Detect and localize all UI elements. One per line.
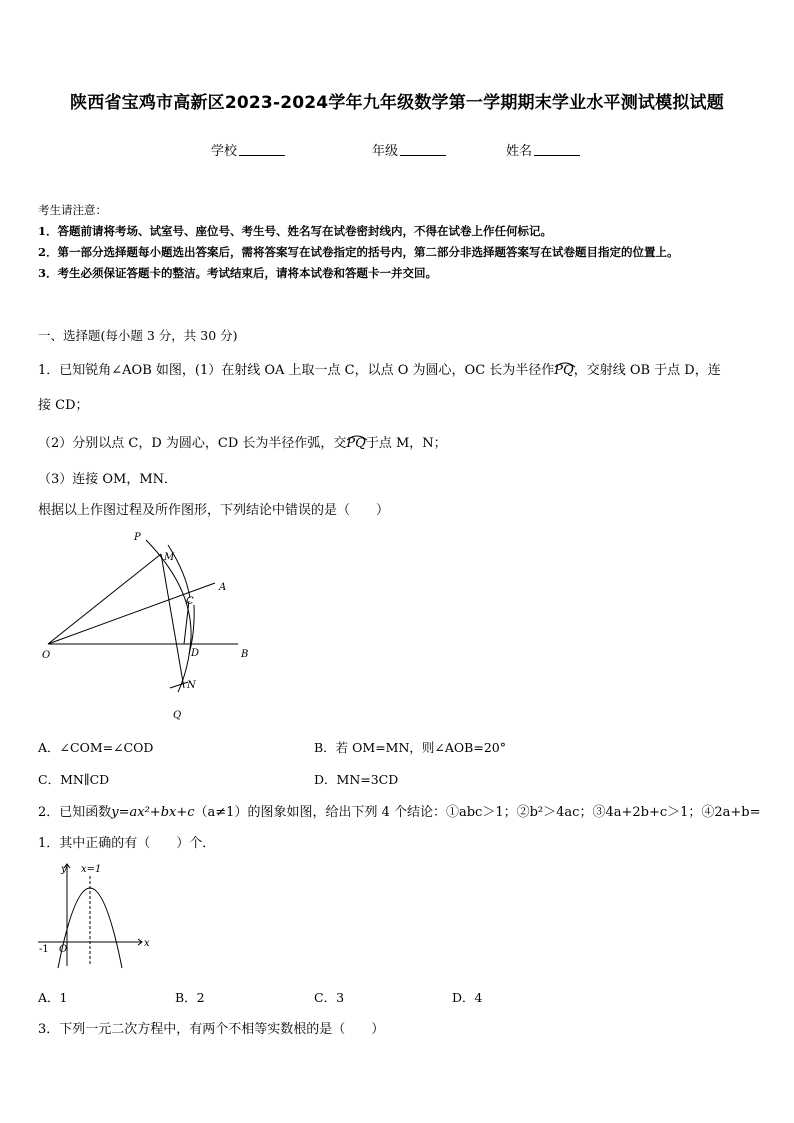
school-label: 学校 xyxy=(211,144,238,159)
notice-item: 3．考生必须保证答题卡的整洁。考试结束后，请将本试卷和答题卡一并交回。 xyxy=(38,266,437,280)
grade-label: 年级 xyxy=(372,144,399,159)
q1-line2: 接 CD； xyxy=(38,398,89,413)
label-neg1: -1 xyxy=(39,944,49,955)
label-d: D xyxy=(191,648,200,659)
q1-option-d: D．MN=3CD xyxy=(314,772,399,787)
name-field xyxy=(506,140,580,159)
label-n: N xyxy=(187,680,196,691)
q2-option-b: B．2 xyxy=(175,990,205,1005)
grade-blank xyxy=(400,143,446,156)
label-p: P xyxy=(134,532,141,543)
q1-option-c: C．MN∥CD xyxy=(38,772,110,787)
arc-pq-label: PQ xyxy=(554,363,573,378)
arc-mark-icon xyxy=(346,433,368,441)
page-title: 陕西省宝鸡市高新区2023-2024学年九年级数学第一学期期末学业水平测试模拟试题 xyxy=(70,93,724,113)
q1-option-b: B．若 OM=MN，则∠AOB=20° xyxy=(314,740,506,755)
notice-item: 1．答题前请将考场、试室号、座位号、考生号、姓名写在试卷密封线内，不得在试卷上作任何标记。 xyxy=(38,224,552,238)
label-axis-eq: x=1 xyxy=(81,864,102,875)
segment-om xyxy=(48,554,161,644)
q1-line4: （3）连接 OM，MN． xyxy=(38,472,178,487)
label-b: B xyxy=(241,649,249,660)
notice-heading: 考生请注意： xyxy=(38,203,107,217)
school-field xyxy=(211,140,285,159)
label-m: M xyxy=(164,552,175,563)
q1-option-a: A．∠COM=∠COD xyxy=(38,740,154,755)
q2-option-c: C．3 xyxy=(314,990,345,1005)
label-origin: O xyxy=(59,944,68,955)
label-q: Q xyxy=(173,710,182,721)
label-x: x xyxy=(144,938,150,949)
label-y: y xyxy=(61,864,67,875)
name-blank xyxy=(534,143,580,156)
arc-mark-n xyxy=(170,682,188,688)
arc-mark-icon xyxy=(554,360,576,368)
segment-cd xyxy=(184,601,189,644)
q2-option-d: D．4 xyxy=(452,990,483,1005)
q2-option-a: A．1 xyxy=(38,990,68,1005)
q2-figure xyxy=(36,858,156,973)
q1-line5: 根据以上作图过程及所作图形，下列结论中错误的是（ ） xyxy=(38,503,390,518)
q2-line1: 2．已知函数y=ax²+bx+c（a≠1）的图象如图，给出下列 4 个结论：①abc＞1；②b²＞4ac；③4a+2b+c＞1；④2a+b= xyxy=(38,805,761,820)
q2-function: y=ax²+bx+c xyxy=(111,805,195,820)
name-label: 姓名 xyxy=(506,144,533,159)
section-heading: 一、选择题(每小题 3 分，共 30 分) xyxy=(38,328,238,343)
arc-pq-label: PQ xyxy=(346,436,365,451)
label-c: C xyxy=(186,596,194,607)
q2-line2: 1．其中正确的有（ ）个． xyxy=(38,836,216,851)
grade-field xyxy=(372,140,446,159)
q1-figure xyxy=(38,528,258,728)
label-a: A xyxy=(219,582,227,593)
school-blank xyxy=(239,143,285,156)
notice-item: 2．第一部分选择题每小题选出答案后，需将答案写在试卷指定的括号内，第二部分非选择题答案写在试卷题目指定的位置上。 xyxy=(38,245,679,259)
notice-block xyxy=(38,200,758,284)
q1-line1: 1．已知锐角∠AOB 如图，(1）在射线 OA 上取一点 C，以点 O 为圆心，OC 长为半径作PQ ，交射线 OB 于点 D，连 xyxy=(38,359,721,378)
ray-oa xyxy=(48,583,215,644)
label-o: O xyxy=(42,650,51,661)
q3-line1: 3．下列一元二次方程中，有两个不相等实数根的是（ ） xyxy=(38,1022,385,1037)
q1-line3: （2）分别以点 C，D 为圆心，CD 长为半径作弧，交PQ 于点 M，N； xyxy=(38,432,447,451)
